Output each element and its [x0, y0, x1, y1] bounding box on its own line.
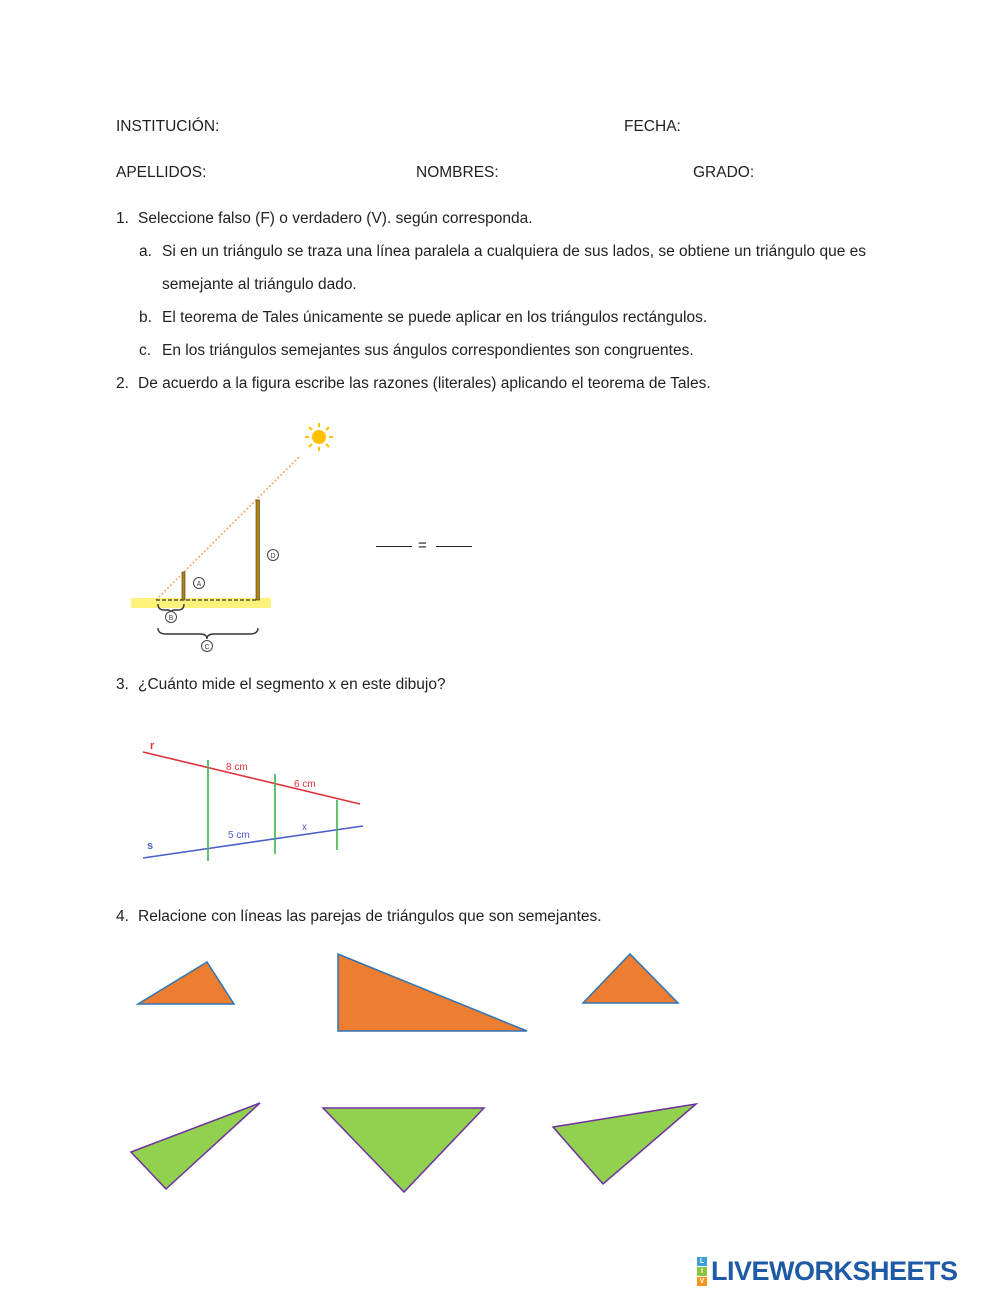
- tall-pole: [256, 500, 260, 600]
- svg-text:C: C: [204, 644, 210, 651]
- label-5cm: 5 cm: [228, 830, 250, 841]
- svg-text:A: A: [196, 581, 202, 588]
- label-d-marker: [268, 550, 279, 561]
- q3-number: 3.: [116, 676, 129, 693]
- q2-text: De acuerdo a la figura escribe las razones (literales) aplicando el teorema de Tales.: [138, 375, 711, 392]
- ratio-blank-right[interactable]: [436, 546, 472, 547]
- green-triangle-3[interactable]: [553, 1104, 696, 1184]
- label-r: r: [150, 740, 155, 752]
- q2-number: 2.: [116, 375, 129, 392]
- surnames-label: APELLIDOS:: [116, 164, 207, 181]
- liveworksheets-logo: [697, 1255, 958, 1287]
- label-c-marker: [202, 641, 213, 652]
- tales-shadow-figure: [128, 420, 348, 660]
- sun-icon: [305, 423, 333, 451]
- orange-triangle-3[interactable]: [583, 954, 678, 1003]
- label-a-marker: [194, 578, 205, 589]
- institution-label: INSTITUCIÓN:: [116, 118, 220, 135]
- label-b-marker: [166, 612, 177, 623]
- label-6cm: 6 cm: [294, 779, 316, 790]
- ratio-equals-sign: =: [418, 537, 427, 554]
- orange-triangle-1[interactable]: [138, 962, 234, 1004]
- line-s: [143, 826, 363, 858]
- sun-ray-line: [156, 456, 300, 600]
- q1a-text-line1: Si en un triángulo se traza una línea paralela a cualquiera de sus lados, se obtiene un triángulo que es: [162, 243, 867, 260]
- q1b-letter: b.: [139, 309, 152, 326]
- brace-c: [158, 628, 258, 639]
- names-label: NOMBRES:: [416, 164, 499, 181]
- triangles-figure: [120, 940, 740, 1200]
- green-triangle-1[interactable]: [131, 1103, 260, 1189]
- label-8cm: 8 cm: [226, 762, 248, 773]
- q1-text: Seleccione falso (F) o verdadero (V). según corresponda.: [138, 210, 533, 227]
- q1c-letter: c.: [139, 342, 152, 359]
- parallel-lines-figure: [135, 730, 375, 870]
- label-s: s: [147, 840, 154, 852]
- q3-text: ¿Cuánto mide el segmento x en este dibujo?: [138, 676, 446, 693]
- svg-text:D: D: [270, 553, 276, 560]
- logo-mark-icon: L I V: [697, 1257, 707, 1286]
- orange-triangle-2[interactable]: [338, 954, 527, 1031]
- logo-text: LIVEWORKSHEETS: [711, 1255, 958, 1286]
- date-label: FECHA:: [624, 118, 681, 135]
- line-r: [143, 752, 360, 804]
- q1c-text: En los triángulos semejantes sus ángulos correspondientes son congruentes.: [162, 342, 694, 359]
- q1b-text: El teorema de Tales únicamente se puede aplicar en los triángulos rectángulos.: [162, 309, 708, 326]
- q1a-letter: a.: [139, 243, 152, 260]
- ratio-blank-left[interactable]: [376, 546, 412, 547]
- small-stick: [182, 572, 185, 600]
- label-x: x: [302, 822, 307, 833]
- grade-label: GRADO:: [693, 164, 755, 181]
- q1-number: 1.: [116, 210, 129, 227]
- svg-text:B: B: [168, 615, 174, 622]
- q1a-text-line2: semejante al triángulo dado.: [162, 276, 357, 293]
- green-triangle-2[interactable]: [323, 1108, 484, 1192]
- q4-text: Relacione con líneas las parejas de triángulos que son semejantes.: [138, 908, 602, 925]
- q4-number: 4.: [116, 908, 129, 925]
